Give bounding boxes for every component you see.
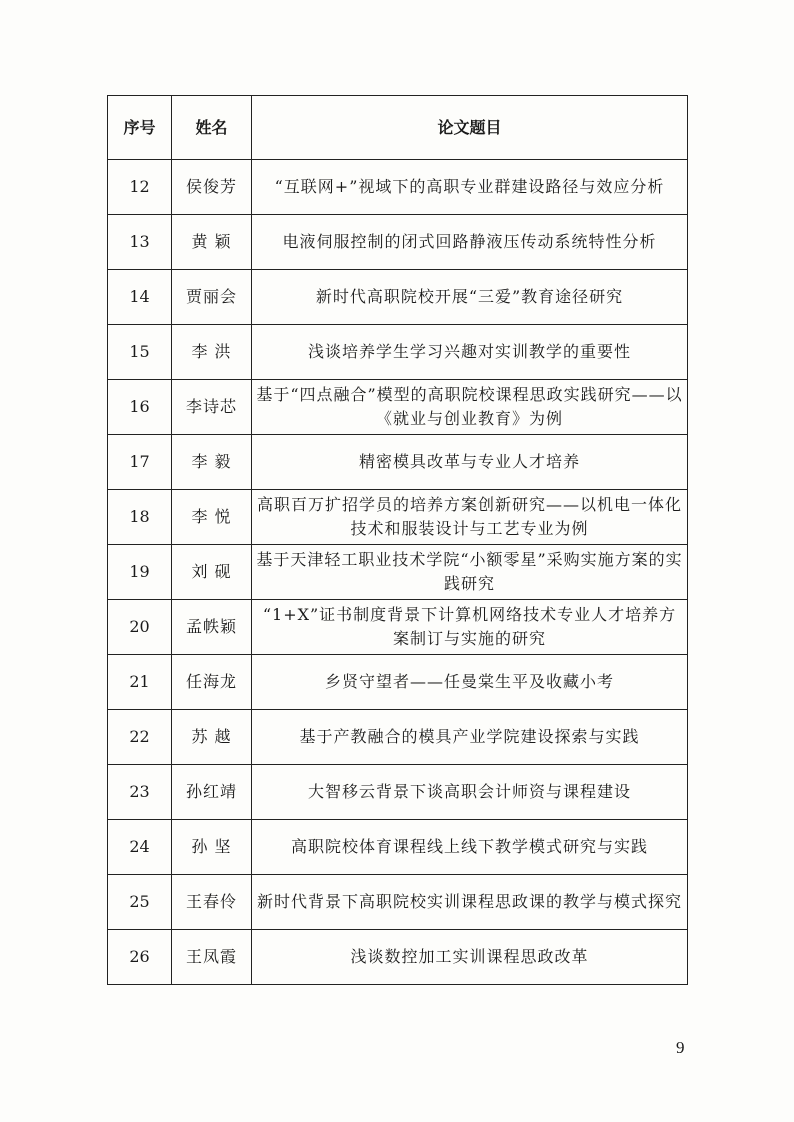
row-author-name: 李 洪 [172, 325, 252, 380]
row-author-name: 贾丽会 [172, 270, 252, 325]
row-author-name: 孙 坚 [172, 820, 252, 875]
row-serial-number: 14 [108, 270, 172, 325]
header-name: 姓名 [172, 96, 252, 160]
row-serial-number: 16 [108, 380, 172, 435]
row-author-name: 李 毅 [172, 435, 252, 490]
row-paper-title: 新时代背景下高职院校实训课程思政课的教学与模式探究 [252, 875, 688, 930]
row-serial-number: 12 [108, 160, 172, 215]
row-serial-number: 21 [108, 655, 172, 710]
table-row [108, 435, 688, 490]
row-author-name: 王凤霞 [172, 930, 252, 985]
row-paper-title: 浅谈培养学生学习兴趣对实训教学的重要性 [252, 325, 688, 380]
table-row [108, 160, 688, 215]
row-serial-number: 20 [108, 600, 172, 655]
row-serial-number: 17 [108, 435, 172, 490]
row-paper-title: 基于天津轻工职业技术学院“小额零星”采购实施方案的实践研究 [252, 545, 688, 600]
row-paper-title: 基于“四点融合”模型的高职院校课程思政实践研究——以《就业与创业教育》为例 [252, 380, 688, 435]
table-row [108, 600, 688, 655]
row-author-name: 侯俊芳 [172, 160, 252, 215]
page-number: 9 [676, 1038, 685, 1057]
row-paper-title: 电液伺服控制的闭式回路静液压传动系统特性分析 [252, 215, 688, 270]
table-header-row [108, 96, 688, 160]
row-paper-title: 大智移云背景下谈高职会计师资与课程建设 [252, 765, 688, 820]
table-row [108, 270, 688, 325]
table-row [108, 490, 688, 545]
table-row [108, 820, 688, 875]
row-author-name: 孙红靖 [172, 765, 252, 820]
table-row [108, 875, 688, 930]
row-paper-title: 浅谈数控加工实训课程思政改革 [252, 930, 688, 985]
row-serial-number: 23 [108, 765, 172, 820]
table-row [108, 710, 688, 765]
row-author-name: 黄 颖 [172, 215, 252, 270]
table-row [108, 765, 688, 820]
row-author-name: 王春伶 [172, 875, 252, 930]
table-row [108, 325, 688, 380]
row-author-name: 李诗芯 [172, 380, 252, 435]
table-row [108, 930, 688, 985]
row-paper-title: 乡贤守望者——任曼棠生平及收藏小考 [252, 655, 688, 710]
row-paper-title: 基于产教融合的模具产业学院建设探索与实践 [252, 710, 688, 765]
row-paper-title: 精密模具改革与专业人才培养 [252, 435, 688, 490]
row-author-name: 李 悦 [172, 490, 252, 545]
table-row [108, 545, 688, 600]
header-paper-title: 论文题目 [252, 96, 688, 160]
table-row [108, 380, 688, 435]
row-author-name: 苏 越 [172, 710, 252, 765]
row-serial-number: 26 [108, 930, 172, 985]
row-paper-title: 高职百万扩招学员的培养方案创新研究——以机电一体化技术和服装设计与工艺专业为例 [252, 490, 688, 545]
row-author-name: 刘 砚 [172, 545, 252, 600]
row-serial-number: 19 [108, 545, 172, 600]
row-serial-number: 22 [108, 710, 172, 765]
row-paper-title: 新时代高职院校开展“三爱”教育途径研究 [252, 270, 688, 325]
row-serial-number: 18 [108, 490, 172, 545]
row-serial-number: 15 [108, 325, 172, 380]
table-row [108, 215, 688, 270]
row-serial-number: 13 [108, 215, 172, 270]
row-author-name: 任海龙 [172, 655, 252, 710]
paper-list-table [107, 95, 688, 985]
row-paper-title: 高职院校体育课程线上线下教学模式研究与实践 [252, 820, 688, 875]
header-serial-number: 序号 [108, 96, 172, 160]
row-serial-number: 24 [108, 820, 172, 875]
row-paper-title: “互联网+”视域下的高职专业群建设路径与效应分析 [252, 160, 688, 215]
row-paper-title: “1+X”证书制度背景下计算机网络技术专业人才培养方案制订与实施的研究 [252, 600, 688, 655]
row-author-name: 孟帙颖 [172, 600, 252, 655]
row-serial-number: 25 [108, 875, 172, 930]
table-row [108, 655, 688, 710]
